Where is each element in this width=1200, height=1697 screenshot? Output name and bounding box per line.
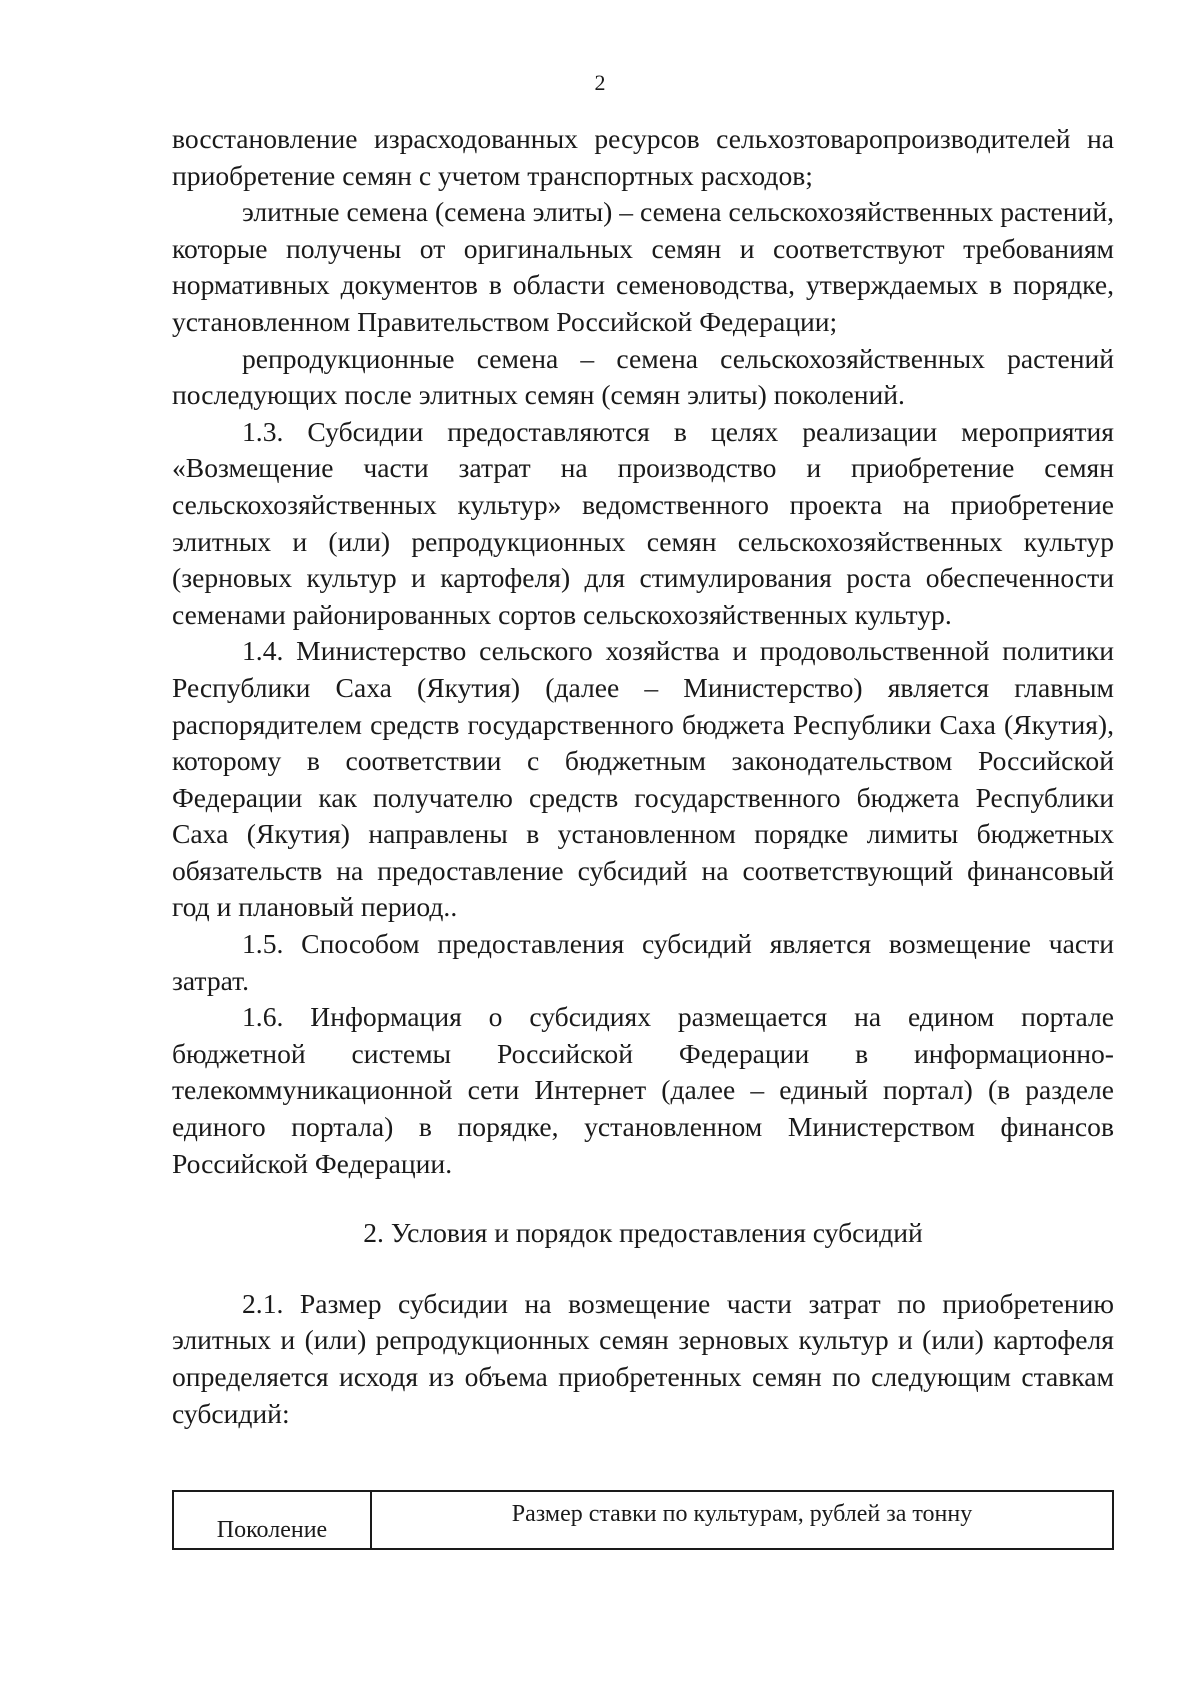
section-2-heading: 2. Условия и порядок предоставления субсидий	[363, 1217, 923, 1249]
paragraph-elite-seeds-definition: элитные семена (семена элиты) – семена сельскохозяйственных растений, которые получены от оригинальных семян и соответствуют требованиям нормативных документов в области семеноводства, утверждаемых в порядке, установленном Правительством Российской Федерации;	[172, 196, 1114, 337]
paragraph-1-5: 1.5. Способом предоставления субсидий является возмещение части затрат.	[172, 928, 1114, 996]
table-header-generation: Поколение	[173, 1491, 371, 1549]
paragraph-1-3: 1.3. Субсидии предоставляются в целях реализации мероприятия «Возмещение части затрат на производство и приобретение семян сельскохозяйственных культур» ведомственного проекта на приобретение элитных и (или) репродукционных семян сельскохозяйственных культур (зерновых культур и картофеля) для стимулирования роста обеспеченности семенами районированных сортов сельскохозяйственных культур.	[172, 415, 1114, 630]
table-header-row	[173, 1491, 1113, 1549]
paragraph-resources-continuation: восстановление израсходованных ресурсов сельхозтоваропроизводителей на приобретение семян с учетом транспортных расходов;	[172, 123, 1114, 191]
paragraph-2-1: 2.1. Размер субсидии на возмещение части затрат по приобретению элитных и (или) репродукционных семян зерновых культур и (или) картофеля определяется исходя из объема приобретенных семян по следующим ставкам субсидий:	[172, 1287, 1114, 1429]
paragraph-reproduction-seeds-definition: репродукционные семена – семена сельскохозяйственных растений последующих после элитных семян (семян элиты) поколений.	[172, 342, 1114, 411]
paragraph-1-4: 1.4. Министерство сельского хозяйства и продовольственной политики Республики Саха (Якутия) (далее – Министерство) является главным распорядителем средств государственного бюджета Республики Саха (Якутия), которому в соответствии с бюджетным законодательством Российской Федерации как получателю средств государственного бюджета Республики Саха (Якутия) направлены в установленном порядке лимиты бюджетных обязательств на предоставление субсидий на соответствующий финансовый год и плановый период..	[172, 635, 1114, 923]
table-header-rate: Размер ставки по культурам, рублей за тонну	[371, 1491, 1113, 1549]
document-body	[172, 121, 1114, 1432]
paragraph-1-6: 1.6. Информация о субсидиях размещается на едином портале бюджетной системы Российской Федерации в информационно-телекоммуникационной сети Интернет (далее – единый портал) (в разделе единого портала) в порядке, установленном Министерством финансов Российской Федерации.	[172, 1001, 1114, 1179]
subsidy-rates-table	[172, 1490, 1114, 1550]
page-number: 2	[594, 70, 606, 95]
